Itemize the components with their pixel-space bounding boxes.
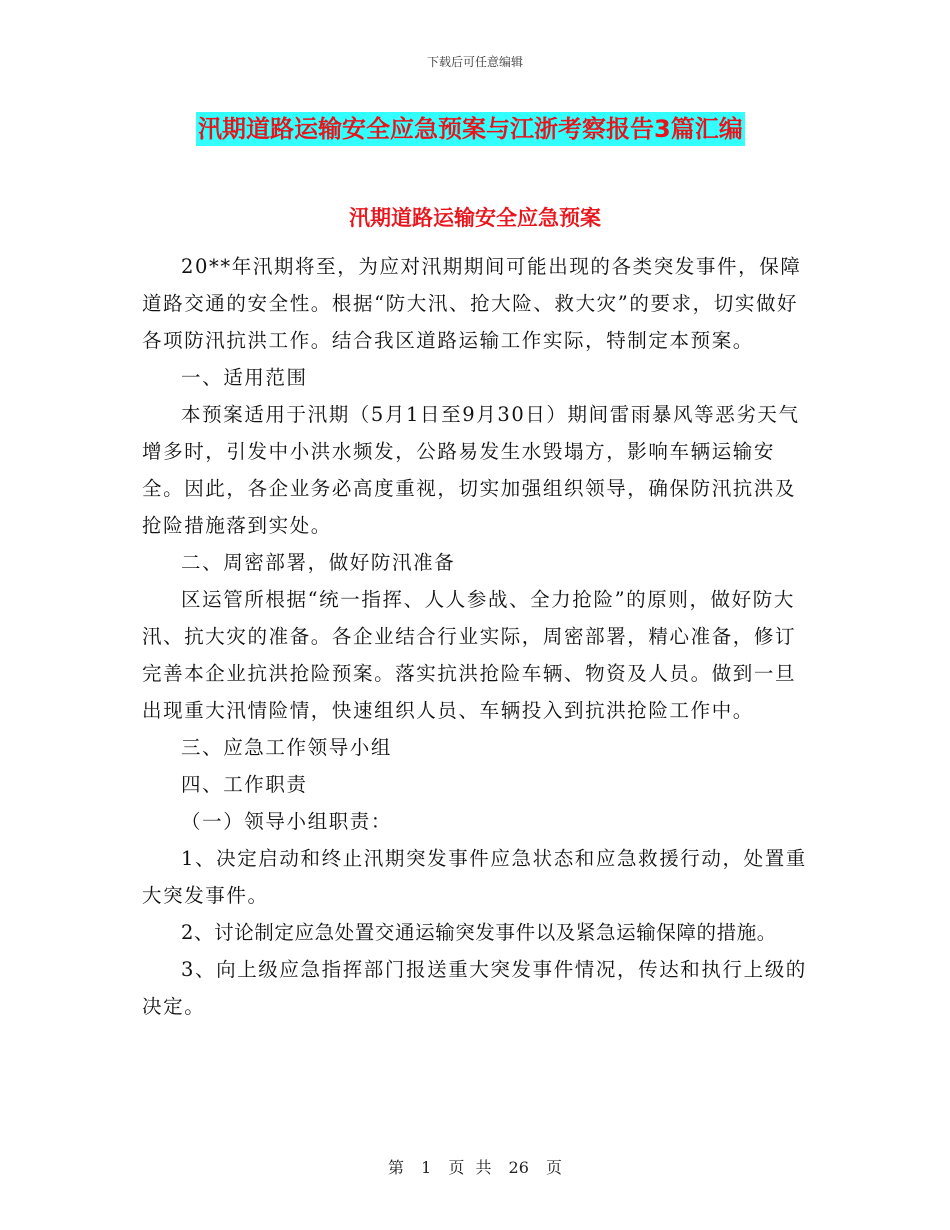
paragraph: 20**年汛期将至，为应对汛期期间可能出现的各类突发事件，保障道路交通的安全性。根据“防大汛、抢大险、救大灾”的要求，切实做好各项防汛抗洪工作。结合我区道路运输工作实际，特制定本预案。 (142, 255, 802, 352)
heading-deployment: 二、周密部署，做好防汛准备 (181, 551, 456, 574)
section-title: 汛期道路运输安全应急预案 (349, 206, 601, 230)
heading-duties: 四、工作职责 (181, 773, 308, 796)
list-item: 1、决定启动和终止汛期突发事件应急状态和应急救援行动，处置重大突发事件。 (142, 847, 807, 907)
heading-scope: 一、适用范围 (181, 366, 308, 389)
footer-prefix: 第 (387, 1158, 404, 1177)
footer-middle: 页 共 (448, 1158, 492, 1177)
page-footer (0, 1155, 950, 1178)
footer-suffix: 页 (546, 1158, 563, 1177)
document-body (142, 248, 812, 1025)
list-item: 3、向上级应急指挥部门报送重大突发事件情况，传达和执行上级的决定。 (142, 958, 807, 1018)
footer-total-pages: 26 (508, 1158, 529, 1177)
paragraph: 区运管所根据“统一指挥、人人参战、全力抢险”的原则，做好防大汛、抗大灾的准备。各企业结合行业实际，周密部署，精心准备，修订完善本企业抗洪抢险预案。落实抗洪抢险车辆、物资及人员。做到一旦出现重大汛情险情，快速组织人员、车辆投入到抗洪抢险工作中。 (142, 588, 797, 722)
document-main-title: 汛期道路运输安全应急预案与江浙考察报告3篇汇编 (196, 112, 745, 146)
footer-page-number: 1 (421, 1158, 432, 1177)
list-item: 2、讨论制定应急处置交通运输突发事件以及紧急运输保障的措施。 (181, 921, 777, 944)
subheading-group-duties: （一）领导小组职责： (181, 810, 393, 833)
page-header-note: 下载后可任意编辑 (426, 55, 523, 69)
paragraph: 本预案适用于汛期（5月1日至9月30日）期间雷雨暴风等恶劣天气增多时，引发中小洪水频发，公路易发生水毁塌方，影响车辆运输安全。因此，各企业务必高度重视，切实加强组织领导，确保防汛抗洪及抢险措施落到实处。 (142, 403, 800, 537)
heading-leadership-group: 三、应急工作领导小组 (181, 736, 393, 759)
